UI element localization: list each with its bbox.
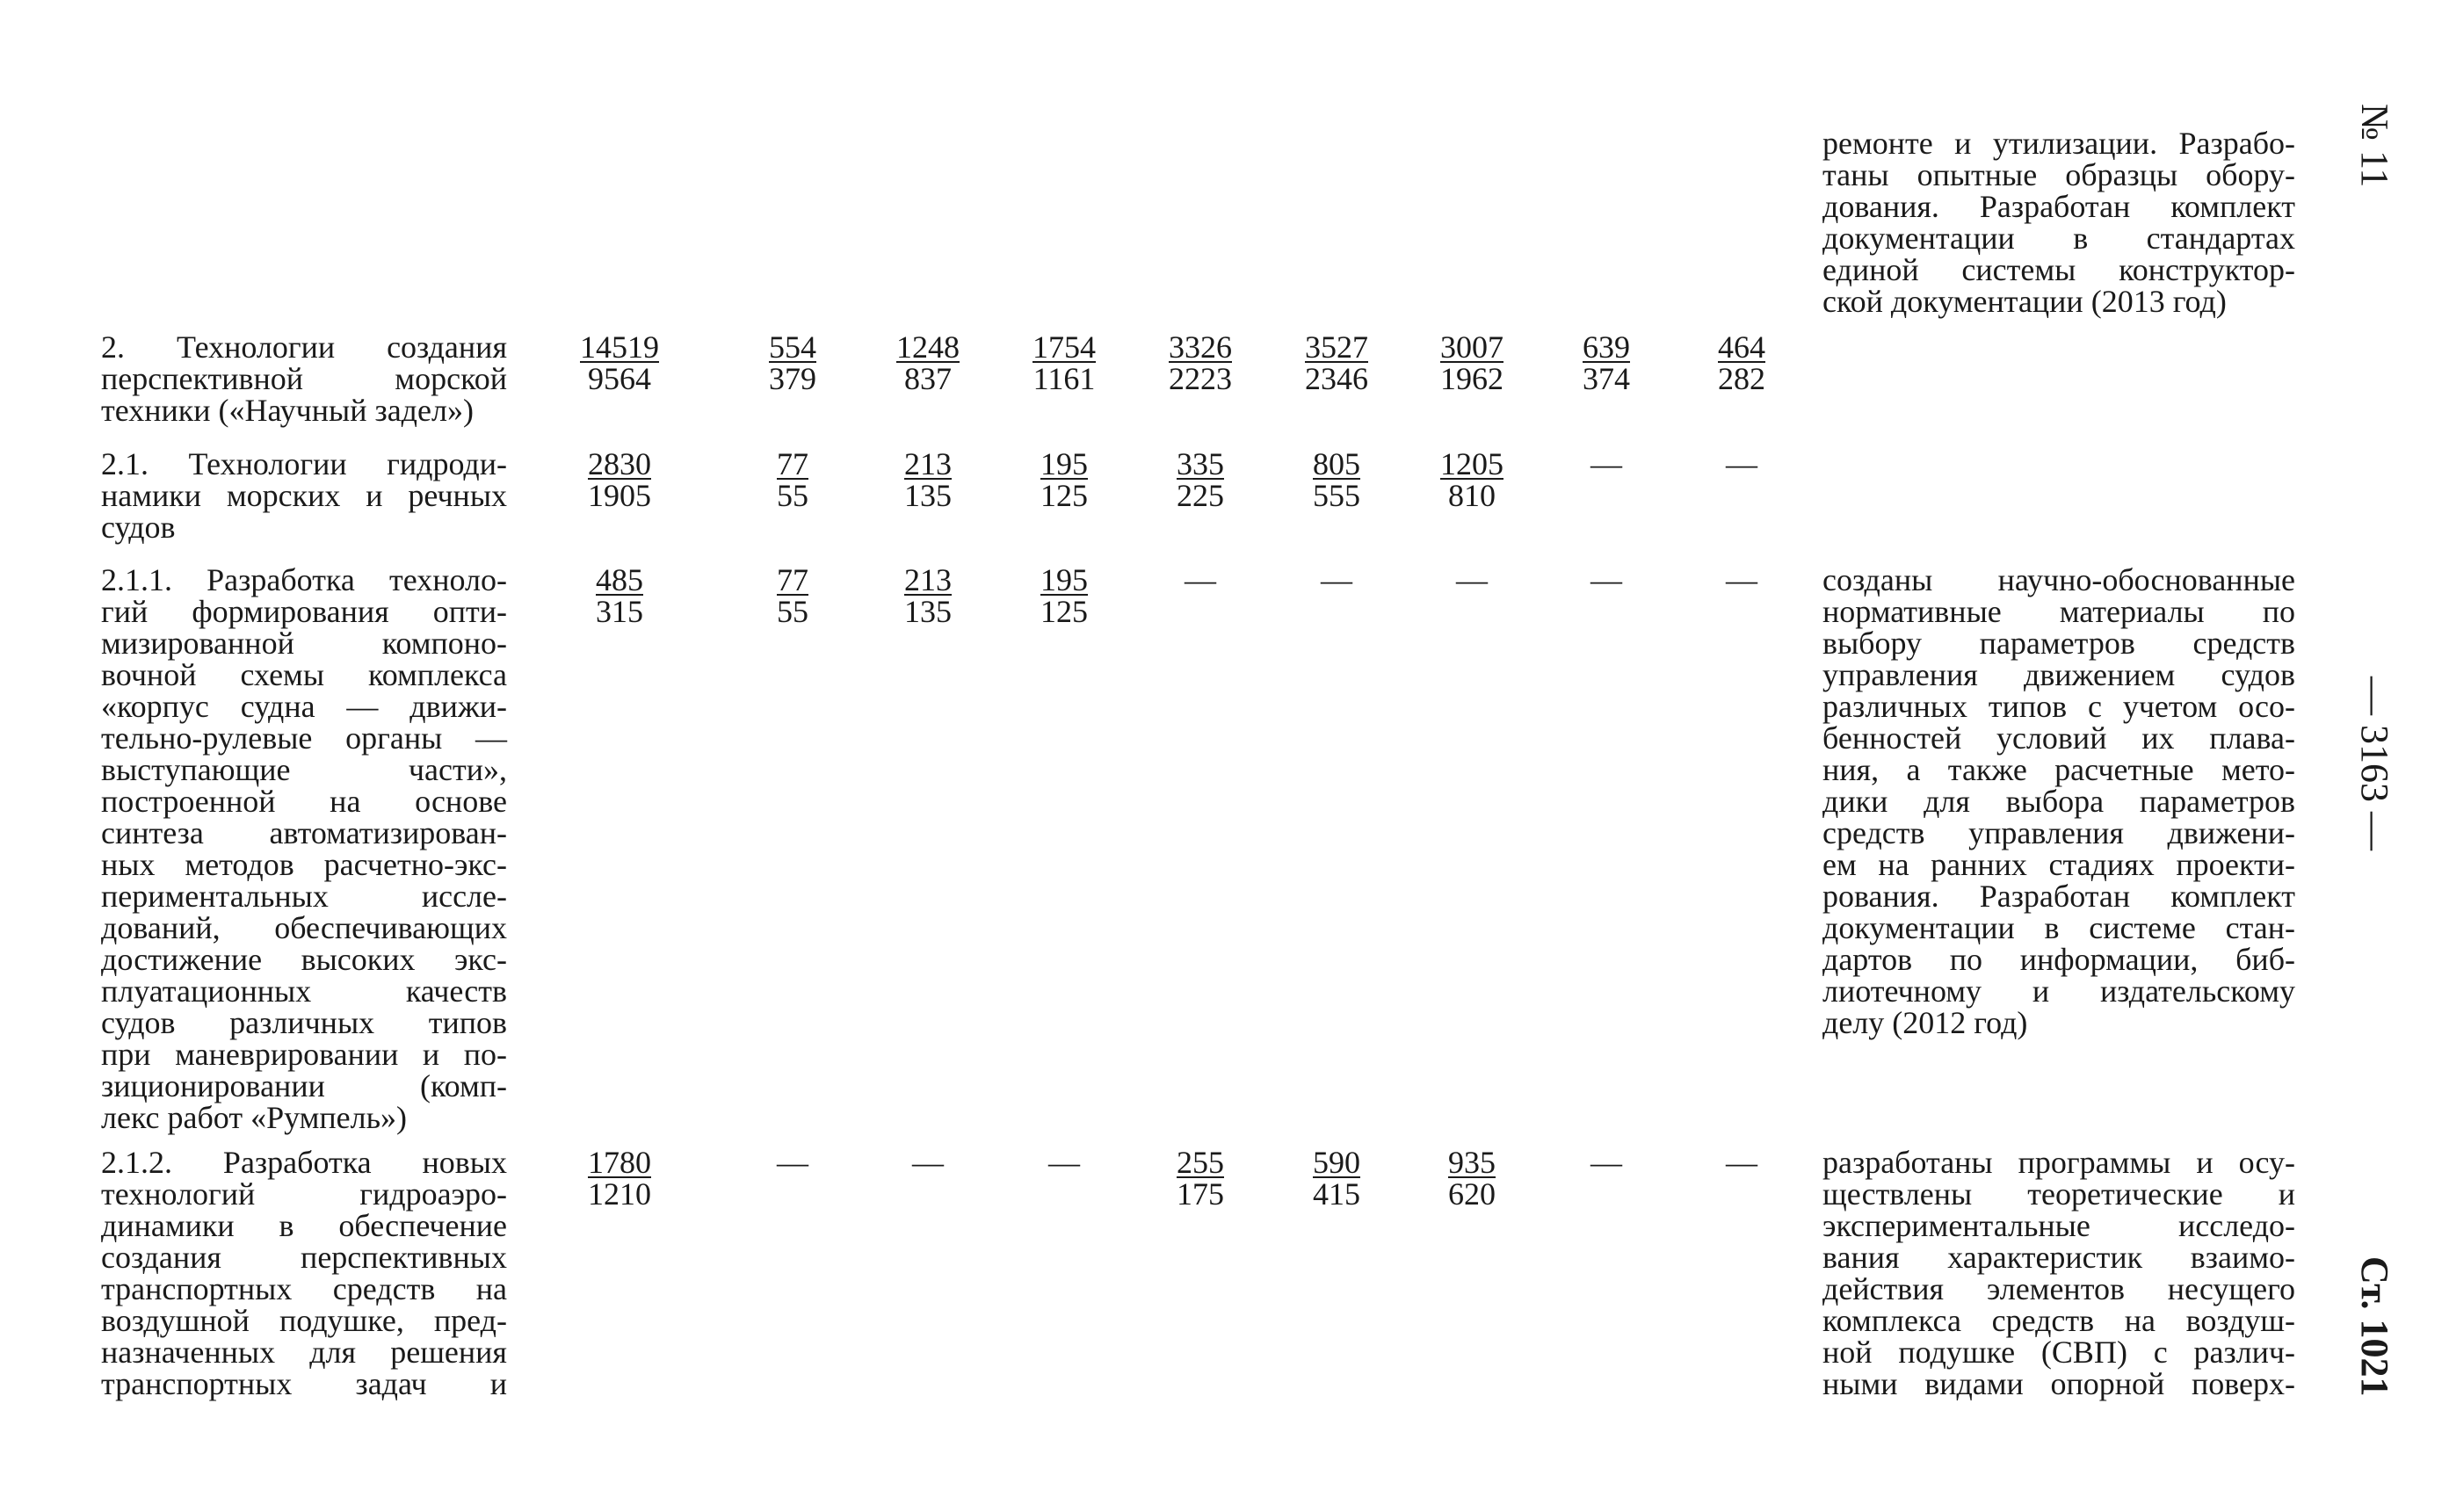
- value-denominator: 225: [1177, 478, 1224, 513]
- page-number-header: — 3163 —: [2353, 676, 2396, 850]
- title-line: дований, обеспечивающих: [101, 910, 507, 945]
- value-cell: [1424, 1147, 1520, 1210]
- value-cell: [571, 1147, 668, 1210]
- value-denominator: 810: [1448, 478, 1496, 513]
- title-line: 2.1.2. Разработка новых: [101, 1145, 507, 1180]
- title-line: при маневрировании и по-: [101, 1037, 507, 1072]
- empty-value-dash: —: [1321, 562, 1352, 597]
- value-numerator: 3527: [1305, 329, 1368, 365]
- empty-value-dash: —: [912, 1145, 944, 1180]
- value-numerator: 2830: [588, 446, 651, 481]
- result-line: комплекса средств на воздуш-: [1822, 1303, 2295, 1338]
- result-line: различных типов с учетом осо-: [1822, 689, 2295, 724]
- result-line: документации в системе стан-: [1822, 910, 2295, 945]
- result-line: нормативные материалы по: [1822, 594, 2295, 629]
- title-line: технологий гидроаэро-: [101, 1176, 507, 1212]
- row-result-2-1-2: [1822, 1147, 2295, 1400]
- value-denominator: 125: [1040, 478, 1088, 513]
- result-line: ными видами опорной поверх-: [1822, 1366, 2295, 1401]
- empty-value-dash: —: [1048, 1145, 1080, 1180]
- empty-value-dash: —: [1726, 1145, 1757, 1180]
- value-numerator: 195: [1040, 562, 1088, 597]
- result-line: бенностей условий их плава-: [1822, 720, 2295, 756]
- title-line: построенной на основе: [101, 784, 507, 819]
- value-numerator: 255: [1177, 1145, 1224, 1180]
- value-numerator: 3326: [1169, 329, 1232, 365]
- value-cell: [1288, 331, 1385, 394]
- result-line: вания характеристик взаимо-: [1822, 1240, 2295, 1275]
- title-line: создания перспективных: [101, 1240, 507, 1275]
- issue-number-header: № 11: [2353, 104, 2396, 188]
- result-line: единой системы конструктор-: [1822, 252, 2295, 287]
- value-denominator: 555: [1313, 478, 1360, 513]
- value-cell: [1558, 331, 1655, 394]
- value-cell: [1288, 448, 1385, 511]
- value-cell: [571, 331, 668, 394]
- value-denominator: 175: [1177, 1176, 1224, 1212]
- empty-value-dash: —: [1590, 562, 1622, 597]
- result-line: выбору параметров средств: [1822, 626, 2295, 661]
- value-numerator: 805: [1313, 446, 1360, 481]
- title-line: мизированной компоно-: [101, 626, 507, 661]
- value-numerator: 195: [1040, 446, 1088, 481]
- row-result-2-1-1: [1822, 564, 2295, 1038]
- result-line: ской документации (2013 год): [1822, 284, 2227, 319]
- value-cell: [880, 331, 976, 394]
- result-line: управления движением судов: [1822, 657, 2295, 692]
- value-denominator: 837: [904, 361, 952, 396]
- value-numerator: 335: [1177, 446, 1224, 481]
- title-line: транспортных средств на: [101, 1271, 507, 1306]
- title-line: зиционировании (комп-: [101, 1068, 507, 1103]
- result-line: созданы научно-обоснованные: [1822, 562, 2295, 597]
- title-line: транспортных задач и: [101, 1366, 507, 1401]
- result-line: лиотечному и издательскому: [1822, 973, 2295, 1009]
- row-title-2-1-1: [101, 564, 507, 1133]
- result-line: документации в стандартах: [1822, 221, 2295, 256]
- value-denominator: 1210: [588, 1176, 651, 1212]
- title-line: плуатационных качеств: [101, 973, 507, 1009]
- result-line: таны опытные образцы обору-: [1822, 157, 2295, 192]
- value-cell: [1016, 564, 1112, 627]
- result-line: дования. Разработан комплект: [1822, 189, 2295, 224]
- empty-value-dash: —: [777, 1145, 808, 1180]
- row-title-2-1: [101, 448, 507, 543]
- value-numerator: 213: [904, 562, 952, 597]
- value-denominator: 135: [904, 478, 952, 513]
- value-numerator: 1248: [896, 329, 960, 365]
- value-cell: [1016, 448, 1112, 511]
- title-line: 2.1. Технологии гидроди-: [101, 446, 507, 481]
- value-denominator: 415: [1313, 1176, 1360, 1212]
- empty-value-dash: —: [1726, 446, 1757, 481]
- value-denominator: 9564: [588, 361, 651, 396]
- value-denominator: 2346: [1305, 361, 1368, 396]
- value-denominator: 55: [777, 594, 808, 629]
- title-line: выступающие части»,: [101, 752, 507, 787]
- value-numerator: 1780: [588, 1145, 651, 1180]
- title-line: периментальных иссле-: [101, 879, 507, 914]
- result-line: экспериментальные исследо-: [1822, 1208, 2295, 1243]
- row-title-2: [101, 331, 507, 426]
- value-cell: [1152, 1147, 1249, 1210]
- empty-value-dash: —: [1185, 562, 1216, 597]
- value-numerator: 554: [769, 329, 816, 365]
- value-cell: [880, 448, 976, 511]
- top-result-text: [1822, 127, 2295, 317]
- title-line: синтеза автоматизирован-: [101, 815, 507, 850]
- value-denominator: 1905: [588, 478, 651, 513]
- empty-value-dash: —: [1590, 446, 1622, 481]
- value-cell: [1693, 331, 1790, 394]
- value-numerator: 77: [777, 446, 808, 481]
- value-denominator: 135: [904, 594, 952, 629]
- value-denominator: 374: [1583, 361, 1630, 396]
- value-cell: [1288, 1147, 1385, 1210]
- value-numerator: 590: [1313, 1145, 1360, 1180]
- value-numerator: 1754: [1032, 329, 1096, 365]
- title-line: динамики в обеспечение: [101, 1208, 507, 1243]
- title-line: ных методов расчетно-экс-: [101, 847, 507, 882]
- value-cell: [1152, 448, 1249, 511]
- value-denominator: 55: [777, 478, 808, 513]
- empty-value-dash: —: [1726, 562, 1757, 597]
- title-line: 2.1.1. Разработка техноло-: [101, 562, 507, 597]
- title-line: намики морских и речных: [101, 478, 507, 513]
- result-line: действия элементов несущего: [1822, 1271, 2295, 1306]
- result-line: ремонте и утилизации. Разрабо-: [1822, 126, 2295, 161]
- value-cell: [880, 564, 976, 627]
- value-numerator: 935: [1448, 1145, 1496, 1180]
- value-cell: [1152, 331, 1249, 394]
- value-denominator: 1962: [1440, 361, 1503, 396]
- result-line: ной подушке (СВП) с различ-: [1822, 1335, 2295, 1370]
- result-line: средств управления движени-: [1822, 815, 2295, 850]
- title-line: 2. Технологии создания: [101, 329, 507, 365]
- value-numerator: 485: [596, 562, 643, 597]
- result-line: рования. Разработан комплект: [1822, 879, 2295, 914]
- value-denominator: 1161: [1032, 361, 1096, 396]
- empty-value-dash: —: [1590, 1145, 1622, 1180]
- value-denominator: 620: [1448, 1176, 1496, 1212]
- result-line: разработаны программы и осу-: [1822, 1145, 2295, 1180]
- value-numerator: 14519: [580, 329, 659, 365]
- value-cell: [571, 448, 668, 511]
- article-number-header: Ст. 1021: [2353, 1256, 2396, 1397]
- value-cell: [744, 448, 841, 511]
- value-numerator: 464: [1718, 329, 1765, 365]
- value-denominator: 282: [1718, 361, 1765, 396]
- value-cell: [1424, 331, 1520, 394]
- title-line: судов различных типов: [101, 1005, 507, 1040]
- title-line: судов: [101, 510, 176, 545]
- result-line: ния, а также расчетные мето-: [1822, 752, 2295, 787]
- result-line: ществлены теоретические и: [1822, 1176, 2295, 1212]
- value-denominator: 315: [596, 594, 643, 629]
- title-line: техники («Научный задел»): [101, 393, 474, 428]
- empty-value-dash: —: [1456, 562, 1488, 597]
- value-numerator: 1205: [1440, 446, 1503, 481]
- title-line: гий формирования опти-: [101, 594, 507, 629]
- value-numerator: 3007: [1440, 329, 1503, 365]
- result-line: делу (2012 год): [1822, 1005, 2028, 1040]
- value-cell: [1016, 331, 1112, 394]
- value-cell: [744, 331, 841, 394]
- title-line: «корпус судна — движи-: [101, 689, 507, 724]
- value-cell: [1424, 448, 1520, 511]
- title-line: назначенных для решения: [101, 1335, 507, 1370]
- value-numerator: 77: [777, 562, 808, 597]
- result-line: дики для выбора параметров: [1822, 784, 2295, 819]
- row-title-2-1-2: [101, 1147, 507, 1400]
- title-line: достижение высоких экс-: [101, 942, 507, 977]
- result-line: дартов по информации, биб-: [1822, 942, 2295, 977]
- title-line: вочной схемы комплекса: [101, 657, 507, 692]
- title-line: тельно-рулевые органы —: [101, 720, 507, 756]
- value-denominator: 125: [1040, 594, 1088, 629]
- value-cell: [744, 564, 841, 627]
- value-cell: [571, 564, 668, 627]
- title-line: воздушной подушке, пред-: [101, 1303, 507, 1338]
- value-denominator: 2223: [1169, 361, 1232, 396]
- value-numerator: 213: [904, 446, 952, 481]
- result-line: ем на ранних стадиях проекти-: [1822, 847, 2295, 882]
- value-numerator: 639: [1583, 329, 1630, 365]
- value-denominator: 379: [769, 361, 816, 396]
- title-line: перспективной морской: [101, 361, 507, 396]
- title-line: лекс работ «Румпель»): [101, 1100, 408, 1135]
